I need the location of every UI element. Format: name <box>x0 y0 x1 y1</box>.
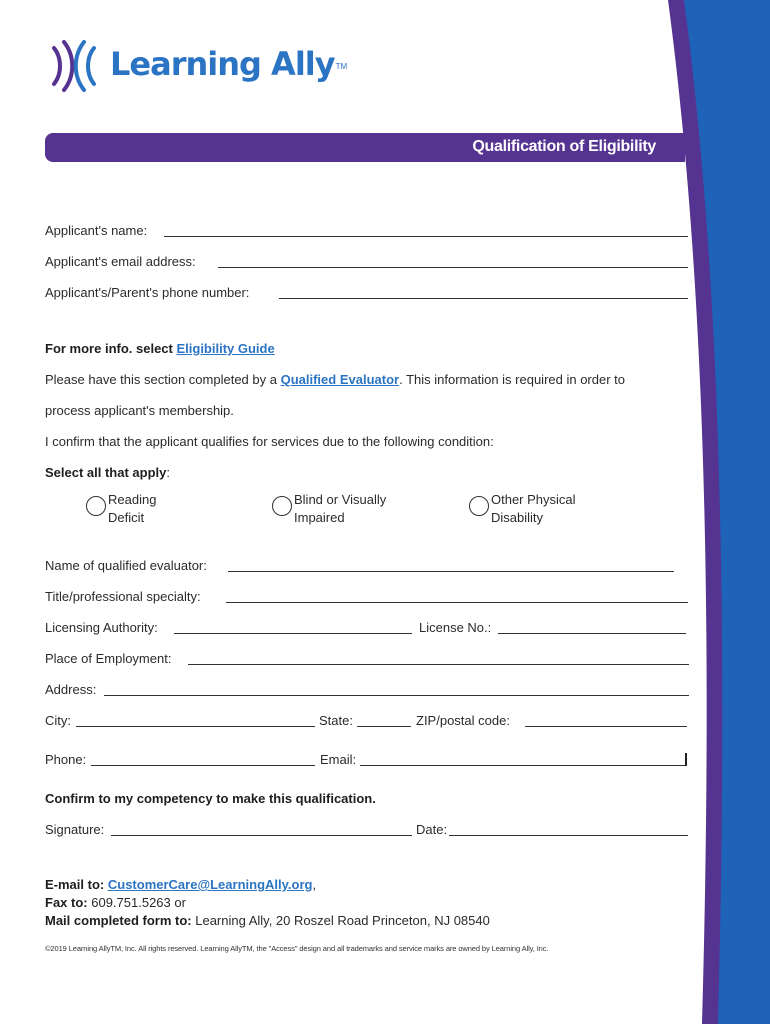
city-label: City: <box>45 713 71 728</box>
licensing-authority-label: Licensing Authority: <box>45 620 158 635</box>
licensing-authority-field[interactable] <box>174 633 412 634</box>
address-field[interactable] <box>104 695 689 696</box>
select-all-text: Select all that apply <box>45 465 167 480</box>
evaluator-name-field[interactable] <box>228 571 674 572</box>
zip-label: ZIP/postal code: <box>416 713 510 728</box>
applicant-phone-field[interactable] <box>279 298 688 299</box>
fax-value: 609.751.5263 or <box>87 895 186 910</box>
date-field[interactable] <box>449 835 688 836</box>
date-label: Date: <box>416 822 448 837</box>
page-title: Qualification of Eligibility <box>472 138 656 155</box>
physical-disability-label: Other Physical Disability <box>491 492 576 525</box>
state-label: State: <box>319 713 353 728</box>
email-to-line <box>45 877 316 892</box>
mail-label: Mail completed form to: <box>45 913 192 928</box>
eligibility-guide-link[interactable]: Eligibility Guide <box>176 341 275 356</box>
learning-ally-logo <box>50 36 347 96</box>
signature-label: Signature: <box>45 822 105 837</box>
condition-option-reading[interactable] <box>86 491 156 527</box>
evaluator-instruction-line <box>45 372 625 387</box>
evaluator-phone-field[interactable] <box>91 765 315 766</box>
title-banner <box>45 133 685 162</box>
email-comma: , <box>312 877 317 892</box>
condition-option-physical[interactable] <box>469 491 576 527</box>
reading-deficit-label: Reading Deficit <box>108 492 157 525</box>
evaluator-email-label: Email: <box>320 752 357 767</box>
instruction-suffix: . This information is required in order to <box>399 372 625 387</box>
more-info-text: For more info. select <box>45 341 177 356</box>
evaluator-phone-label: Phone: <box>45 752 87 767</box>
license-no-field[interactable] <box>498 633 686 634</box>
state-field[interactable] <box>357 726 411 727</box>
signature-field[interactable] <box>111 835 412 836</box>
fax-label: Fax to: <box>45 895 88 910</box>
qualified-evaluator-link[interactable]: Qualified Evaluator <box>280 372 400 387</box>
applicant-email-label: Applicant's email address: <box>45 254 196 269</box>
applicant-name-field[interactable] <box>164 236 688 237</box>
access-logo-icon <box>50 36 108 96</box>
employment-field[interactable] <box>188 664 689 665</box>
mail-line <box>45 913 490 928</box>
copyright-footer: ©2019 Learning AllyTM, Inc. All rights reserved. Learning AllyTM, the "Access" design and all trademarks and service marks are owned by Learning Ally, Inc. <box>45 944 549 953</box>
blind-impaired-label: Blind or Visually Impaired <box>294 492 387 525</box>
license-no-label: License No.: <box>419 620 492 635</box>
instruction-prefix: Please have this section completed by a <box>45 372 281 387</box>
field-end-mark <box>685 753 687 766</box>
condition-option-blind[interactable] <box>272 491 386 527</box>
fax-line <box>45 895 186 910</box>
customer-care-email-link[interactable]: CustomerCare@LearningAlly.org <box>107 877 313 892</box>
title-specialty-field[interactable] <box>226 602 688 603</box>
instruction-line-2: process applicant's membership. <box>45 403 234 418</box>
title-specialty-label: Title/professional specialty: <box>45 589 201 604</box>
reading-deficit-radio[interactable] <box>86 496 106 516</box>
zip-field[interactable] <box>525 726 687 727</box>
physical-disability-radio[interactable] <box>469 496 489 516</box>
mail-address: Learning Ally, 20 Roszel Road Princeton, NJ 08540 <box>191 913 490 928</box>
evaluator-name-label: Name of qualified evaluator: <box>45 558 207 573</box>
address-label: Address: <box>45 682 97 697</box>
email-to-label: E-mail to: <box>45 877 105 892</box>
applicant-name-label: Applicant's name: <box>45 223 148 238</box>
city-field[interactable] <box>76 726 315 727</box>
competency-heading: Confirm to my competency to make this qualification. <box>45 791 376 806</box>
applicant-phone-label: Applicant's/Parent's phone number: <box>45 285 250 300</box>
more-info-line <box>45 341 275 356</box>
blind-impaired-radio[interactable] <box>272 496 292 516</box>
logo-wordmark: Learning Ally <box>110 45 335 83</box>
employment-label: Place of Employment: <box>45 651 172 666</box>
evaluator-email-field[interactable] <box>360 765 686 766</box>
applicant-email-field[interactable] <box>218 267 688 268</box>
logo-trademark: TM <box>335 61 348 71</box>
confirm-condition-text: I confirm that the applicant qualifies for services due to the following condition: <box>45 434 494 449</box>
select-all-colon: : <box>166 465 170 480</box>
select-all-line <box>45 465 170 480</box>
